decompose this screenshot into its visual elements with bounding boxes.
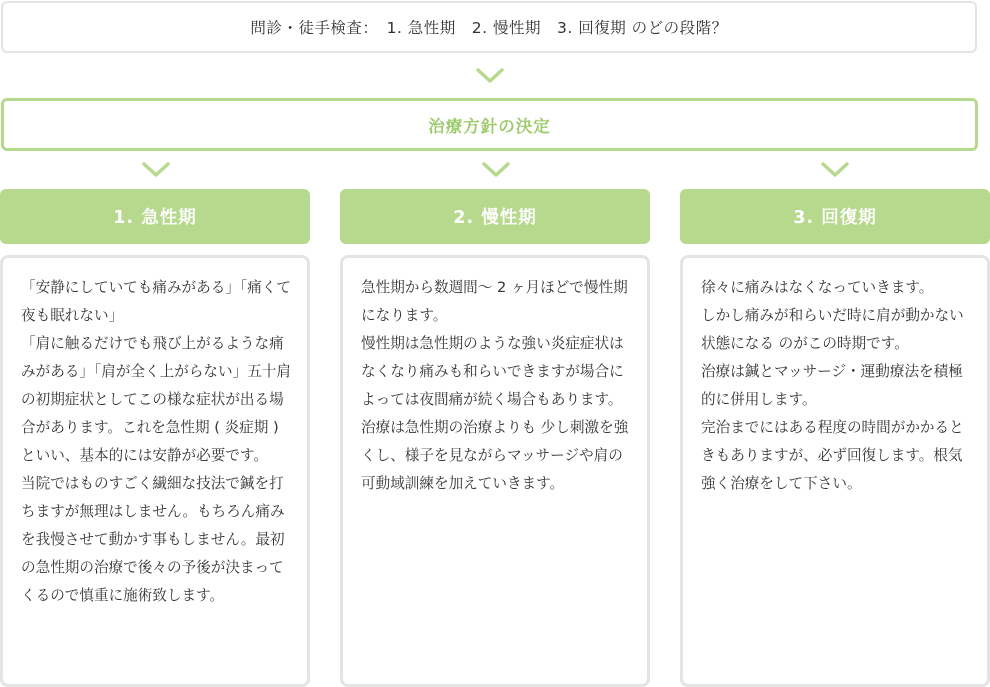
phase-recovery-description xyxy=(680,255,990,687)
phase-recovery-paragraph: 治療は鍼とマッサージ・運動療法を積極的に併用します。 xyxy=(701,363,963,408)
diagnosis-question-text: 問診・徒手検査： 1. 急性期 2. 慢性期 3. 回復期 のどの段階？ xyxy=(250,19,728,37)
phase-chronic-paragraph: 急性期から数週間〜 2 ヶ月ほどで慢性期になります。 xyxy=(361,279,628,324)
phase-recovery-paragraph: しかし痛みが和らいだ時に肩が動かない状態になる のがこの時期です。 xyxy=(701,307,964,352)
phase-acute-header xyxy=(0,189,310,244)
chevron-down-icon xyxy=(475,67,505,85)
chevron-down-icon xyxy=(820,161,850,179)
phase-chronic-paragraph: 治療は急性期の治療よりも 少し刺激を強くし、様子を見ながらマッサージや肩の可動域訓練を加えていきます。 xyxy=(361,419,629,492)
phase-chronic-title: 2. 慢性期 xyxy=(453,208,537,228)
chevron-down-icon xyxy=(481,161,511,179)
chevron-down-icon xyxy=(141,161,171,179)
phase-acute-description xyxy=(0,255,310,687)
treatment-policy-title: 治療方針の決定 xyxy=(428,116,551,136)
phase-acute-paragraph: 「安静にしていても痛みがある」「痛くて夜も眠れない」 xyxy=(21,279,291,324)
phase-acute-paragraph: 当院ではものすごく繊細な技法で鍼を打ちますが無理はしません。もちろん痛みを我慢させて動かす事もしません。最初の急性期の治療で後々の予後が決まってくるので慎重に施術致します。 xyxy=(21,475,285,604)
treatment-policy-box xyxy=(1,98,978,151)
phase-chronic-header xyxy=(340,189,650,244)
phase-acute-title: 1. 急性期 xyxy=(113,208,197,228)
phase-recovery-title: 3. 回復期 xyxy=(793,208,877,228)
phase-chronic-paragraph: 慢性期は急性期のような強い炎症症状はなくなり痛みも和らいできますが場合によっては夜間痛が続く場合もあります。 xyxy=(361,335,624,408)
phase-recovery-header xyxy=(680,189,990,244)
phase-recovery-paragraph: 完治までにはある程度の時間がかかるときもありますが、必ず回復します。根気強く治療をして下さい。 xyxy=(701,419,964,492)
phase-chronic-description xyxy=(340,255,650,687)
phase-recovery-paragraph: 徐々に痛みはなくなっていきます。 xyxy=(701,279,934,296)
phase-acute-paragraph: 「肩に触るだけでも飛び上がるような痛みがある」「肩が全く上がらない」五十肩の初期症状としてこの様な症状が出る場合があります。これを急性期 ( 炎症期 ) といい、基本的には安静が必要です。 xyxy=(21,335,291,464)
diagnosis-question-box xyxy=(1,1,977,53)
